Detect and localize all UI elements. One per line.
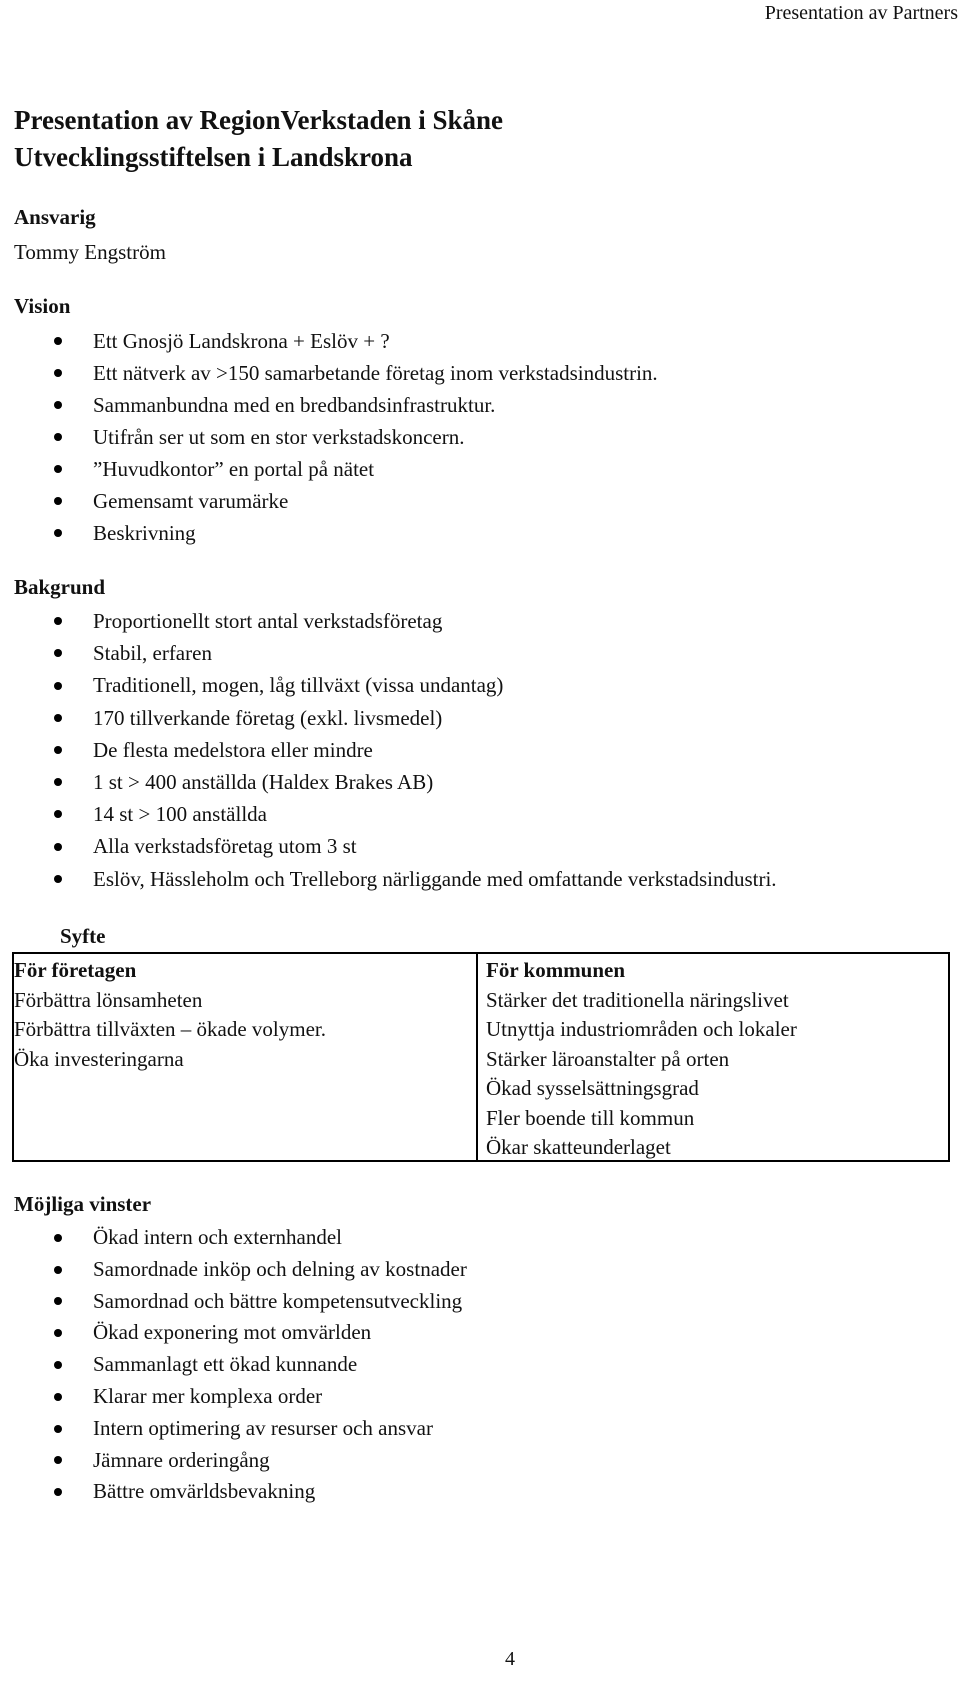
vinster-list [0, 1222, 467, 1508]
kommunen-column [486, 956, 797, 1163]
bakgrund-item: Eslöv, Hässleholm och Trelleborg närliggande med omfattande verkstadsindustri. [0, 863, 777, 895]
vision-item: Gemensamt varumärke [0, 485, 658, 517]
vision-heading: Vision [14, 294, 71, 318]
vinster-item: Bättre omvärldsbevakning [0, 1476, 467, 1508]
kommunen-item: Utnyttja industriområden och lokaler [486, 1017, 797, 1041]
syfte-table [12, 952, 950, 1162]
bakgrund-list [0, 605, 777, 895]
kommunen-item: Fler boende till kommun [486, 1105, 695, 1130]
bakgrund-item: 14 st > 100 anställda [0, 798, 777, 830]
vinster-item: Jämnare orderingång [0, 1445, 467, 1477]
vinster-item: Samordnad och bättre kompetensutveckling [0, 1286, 467, 1318]
vision-item: Beskrivning [0, 517, 658, 549]
bakgrund-item: Proportionellt stort antal verkstadsföretag [0, 605, 777, 637]
bakgrund-item: De flesta medelstora eller mindre [0, 734, 777, 766]
bakgrund-heading: Bakgrund [14, 575, 106, 599]
kommunen-heading: För kommunen [486, 958, 626, 982]
syfte-heading: Syfte [60, 924, 106, 948]
bakgrund-item: Stabil, erfaren [0, 637, 777, 669]
vinster-heading: Möjliga vinster [14, 1192, 152, 1216]
foretagen-column [14, 956, 326, 1074]
kommunen-item: Ökar skatteunderlaget [486, 1135, 671, 1159]
vision-item: Ett nätverk av >150 samarbetande företag inom verkstadsindustrin. [0, 357, 658, 389]
kommunen-item: Stärker det traditionella näringslivet [486, 987, 789, 1012]
vision-item: Ett Gnosjö Landskrona + Eslöv + ? [0, 325, 658, 357]
foretagen-item: Förbättra tillväxten – ökade volymer. [14, 1017, 327, 1041]
bakgrund-item: 1 st > 400 anställda (Haldex Brakes AB) [0, 766, 777, 798]
vision-item: Sammanbundna med en bredbandsinfrastruktur. [0, 389, 658, 421]
running-header: Presentation av Partners [764, 2, 958, 24]
table-divider [476, 954, 478, 1160]
vision-item: Utifrån ser ut som en stor verkstadskoncern. [0, 421, 658, 453]
document-title [14, 102, 503, 176]
vinster-item: Ökad intern och externhandel [0, 1222, 467, 1254]
bakgrund-item: Alla verkstadsföretag utom 3 st [0, 830, 777, 862]
vinster-item: Ökad exponering mot omvärlden [0, 1317, 467, 1349]
vinster-item: Samordnade inköp och delning av kostnader [0, 1254, 467, 1286]
ansvarig-name: Tommy Engström [14, 240, 166, 264]
foretagen-item: Öka investeringarna [14, 1046, 184, 1071]
bakgrund-item: Traditionell, mogen, låg tillväxt (vissa undantag) [0, 669, 777, 701]
title-line-1: Presentation av RegionVerkstaden i Skåne [14, 105, 504, 135]
vinster-item: Sammanlagt ett ökad kunnande [0, 1349, 467, 1381]
title-line-2: Utvecklingsstiftelsen i Landskrona [14, 142, 413, 172]
vinster-item: Klarar mer komplexa order [0, 1381, 467, 1413]
bakgrund-item: 170 tillverkande företag (exkl. livsmedel) [0, 702, 777, 734]
kommunen-item: Ökad sysselsättningsgrad [486, 1076, 699, 1100]
foretagen-item: Förbättra lönsamheten [14, 987, 203, 1012]
ansvarig-heading: Ansvarig [14, 205, 96, 229]
page-number: 4 [505, 1648, 515, 1670]
vision-list [0, 325, 658, 549]
foretagen-heading: För företagen [14, 958, 137, 982]
vision-item: ”Huvudkontor” en portal på nätet [0, 453, 658, 485]
kommunen-item: Stärker läroanstalter på orten [486, 1046, 730, 1071]
vinster-item: Intern optimering av resurser och ansvar [0, 1413, 467, 1445]
